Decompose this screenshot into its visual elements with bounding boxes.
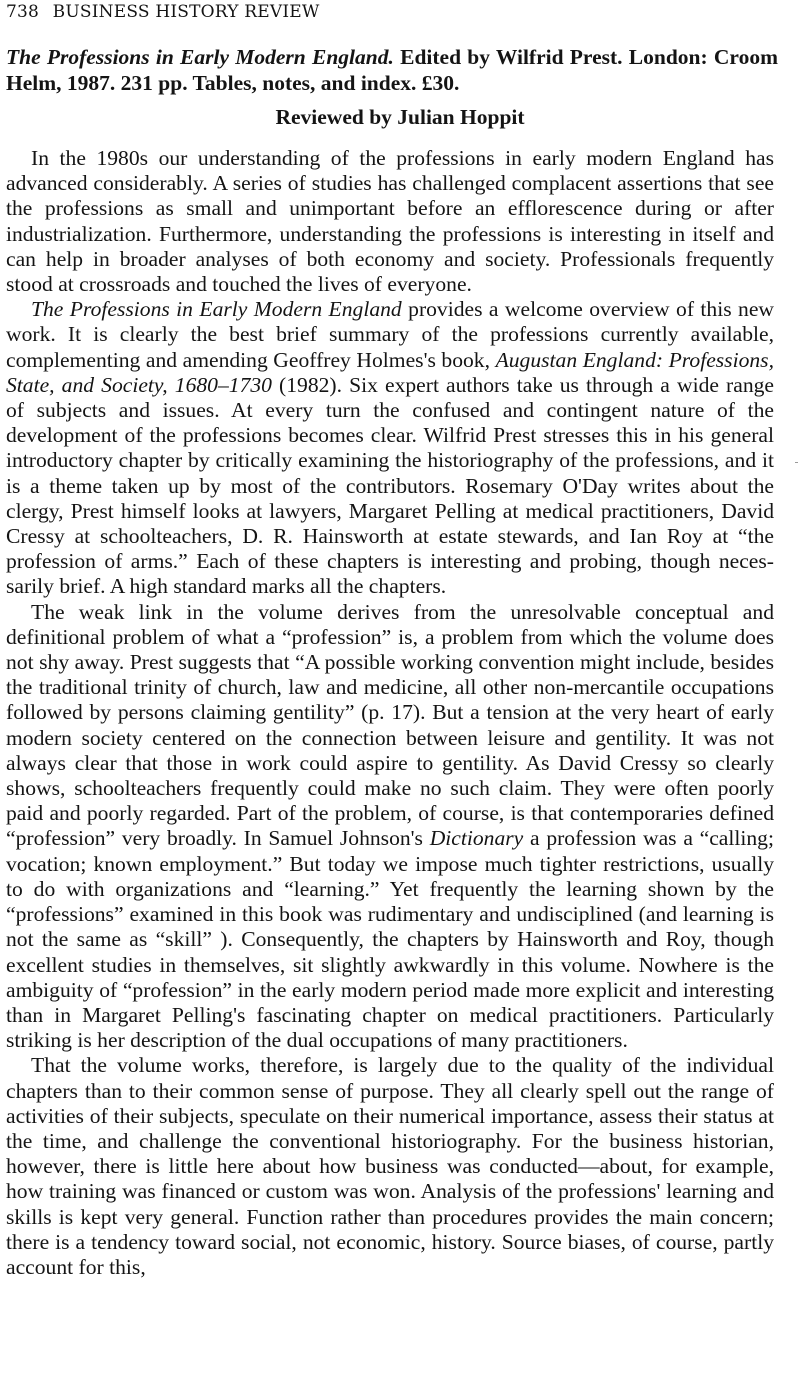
- paragraph: [6, 600, 774, 1054]
- paragraph: [6, 297, 774, 599]
- text-run: (1982). Six expert authors take us through a wide range of subjects and issues. At every turn the confused and contingent nature of the development of the professions becomes clear. Wilfrid Prest stresses this in his general introductory chapter by critically examining the historiography of the professions, and it is a theme taken up by most of the contributors. Rosemary O'Day writes about the clergy, Prest himself looks at lawyers, Margaret Pelling at medical practitioners, David Cressy at schoolteachers, D. R. Hainsworth at estate stewards, and Ian Roy at “the profession of arms.” Each of these chapters is interesting and probing, though necessarily brief. A high standard marks all the chapters.: [6, 372, 774, 599]
- book-title: The Professions in Early Modern England.: [6, 45, 394, 69]
- italic-book-title: The Professions in Early Modern England: [31, 297, 402, 322]
- italic-book-title: Dictionary: [429, 826, 524, 851]
- journal-name: BUSINESS HISTORY REVIEW: [52, 2, 320, 22]
- book-citation: [6, 44, 778, 96]
- italic-book-title: Augustan England: Professions, State, and Society, 1680–1730: [6, 347, 774, 397]
- margin-mark: [795, 462, 798, 463]
- reviewer-byline: Reviewed by Julian Hoppit: [275, 105, 525, 129]
- paragraph: [6, 1053, 774, 1280]
- review-body: [6, 146, 774, 1280]
- text-run: a profession was a “calling; vocation; known employment.” But today we impose much tighter restrictions, usually to do with organizations and “learning.” Yet frequently the learning shown by the “professions” examined in this book was rudimentary and undisciplined (and learning is not the same as “skill” ). Consequently, the chapters by Hainsworth and Roy, though excellent studies in themselves, sit slightly awkwardly in this volume. Nowhere is the ambiguity of “profession” in the early modern period made more explicit and interesting than in Margaret Pelling's fascinating chapter on medical practitioners. Particularly striking is her description of the dual occupations of many practitioners.: [6, 826, 774, 1053]
- paragraph: [6, 146, 774, 297]
- book-details: Edited by Wilfrid Prest. London: Croom Helm, 1987. 231 pp. Tables, notes, and index. £30.: [6, 45, 778, 95]
- page-number: 738: [6, 2, 40, 22]
- text-run: In the 1980s our understanding of the professions in early modern England has advanced considerably. A series of studies has challenged complacent assertions that see the professions as small and unimportant before an efflorescence during or after industrialization. Furthermore, understanding the professions is interesting in itself and can help in broader analyses of both economy and society. Professionals frequently stood at crossroads and touched the lives of everyone.: [6, 146, 774, 297]
- running-head: [6, 0, 320, 26]
- text-run: That the volume works, therefore, is largely due to the quality of the individual chapters than to their common sense of purpose. They all clearly spell out the range of activities of their subjects, speculate on their numerical importance, assess their status at the time, and challenge the conventional historiography. For the business historian, however, there is little here about how business was conducted—about, for example, how training was financed or custom was won. Analysis of the professions' learning and skills is kept very general. Function rather than procedures provides the main concern; there is a tendency toward social, not economic, history. Source biases, of course, partly account for this,: [6, 1053, 774, 1279]
- text-run: provides a welcome overview of this new work. It is clearly the best brief summary of the professions currently available, complementing and amending Geoffrey Holmes's book,: [6, 297, 775, 372]
- text-run: The weak link in the volume derives from the unresolvable conceptual and definitional problem of what a “profession” is, a problem from which the volume does not shy away. Prest suggests that “A possible working convention might include, besides the traditional trinity of church, law and medicine, all other non-mercantile occupations followed by persons claiming gentility” (p. 17). But a tension at the very heart of early modern society centered on the connection between leisure and gentility. It was not always clear that those in work could aspire to gentility. As David Cressy so clearly shows, schoolteachers frequently could make no such claim. They were often poorly paid and poorly regarded. Part of the problem, of course, is that contemporaries defined “profession” very broadly. In Samuel Johnson's: [6, 599, 774, 851]
